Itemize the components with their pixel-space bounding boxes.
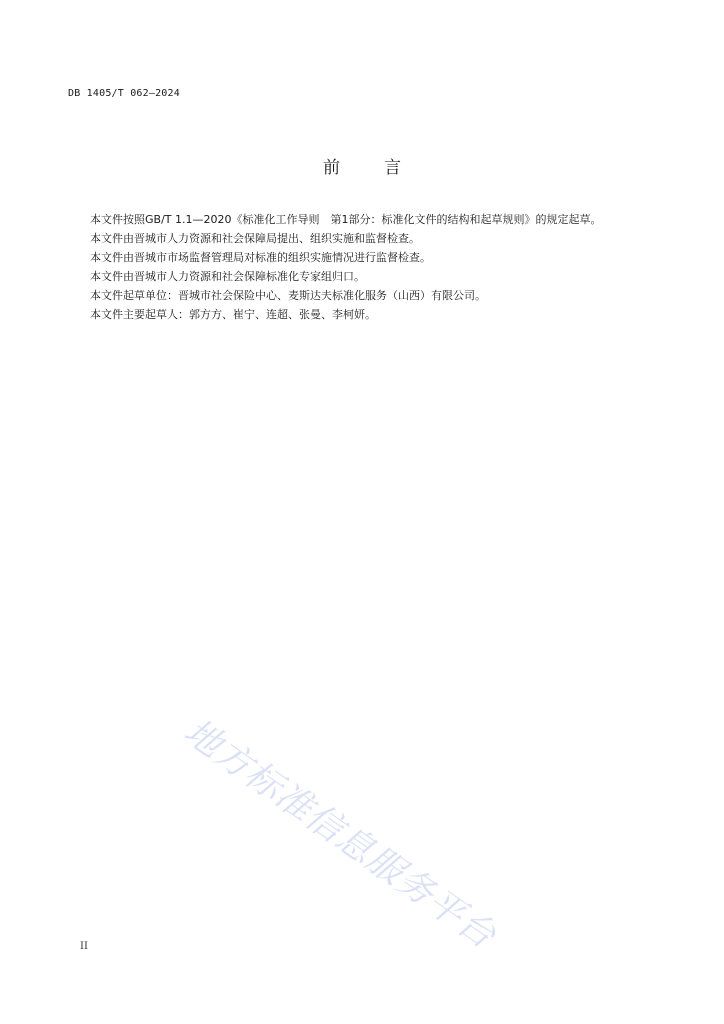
standard-code: DB 1405/T 062—2024 xyxy=(68,88,180,99)
paragraph-drafting-units: 本文件起草单位：晋城市社会保险中心、麦斯达夫标准化服务（山西）有限公司。 xyxy=(90,289,486,302)
paragraph-supervision: 本文件由晋城市市场监督管理局对标准的组织实施情况进行监督检查。 xyxy=(90,251,431,264)
paragraph-drafting-rules: 本文件按照GB/T 1.1—2020《标准化工作导则 第1部分：标准化文件的结构和起草规则》的规定起草。 xyxy=(90,213,602,226)
page-number: II xyxy=(80,941,88,952)
section-title: 前言 xyxy=(323,158,445,178)
paragraph-drafters: 本文件主要起草人：郭方方、崔宁、连超、张曼、李柯妍。 xyxy=(90,308,376,321)
watermark: 地方标准信息服务平台 xyxy=(176,711,504,957)
paragraph-proposer: 本文件由晋城市人力资源和社会保障局提出、组织实施和监督检查。 xyxy=(90,232,420,245)
foreword-body xyxy=(68,210,664,324)
paragraph-centralized-management: 本文件由晋城市人力资源和社会保障标准化专家组归口。 xyxy=(90,270,365,283)
